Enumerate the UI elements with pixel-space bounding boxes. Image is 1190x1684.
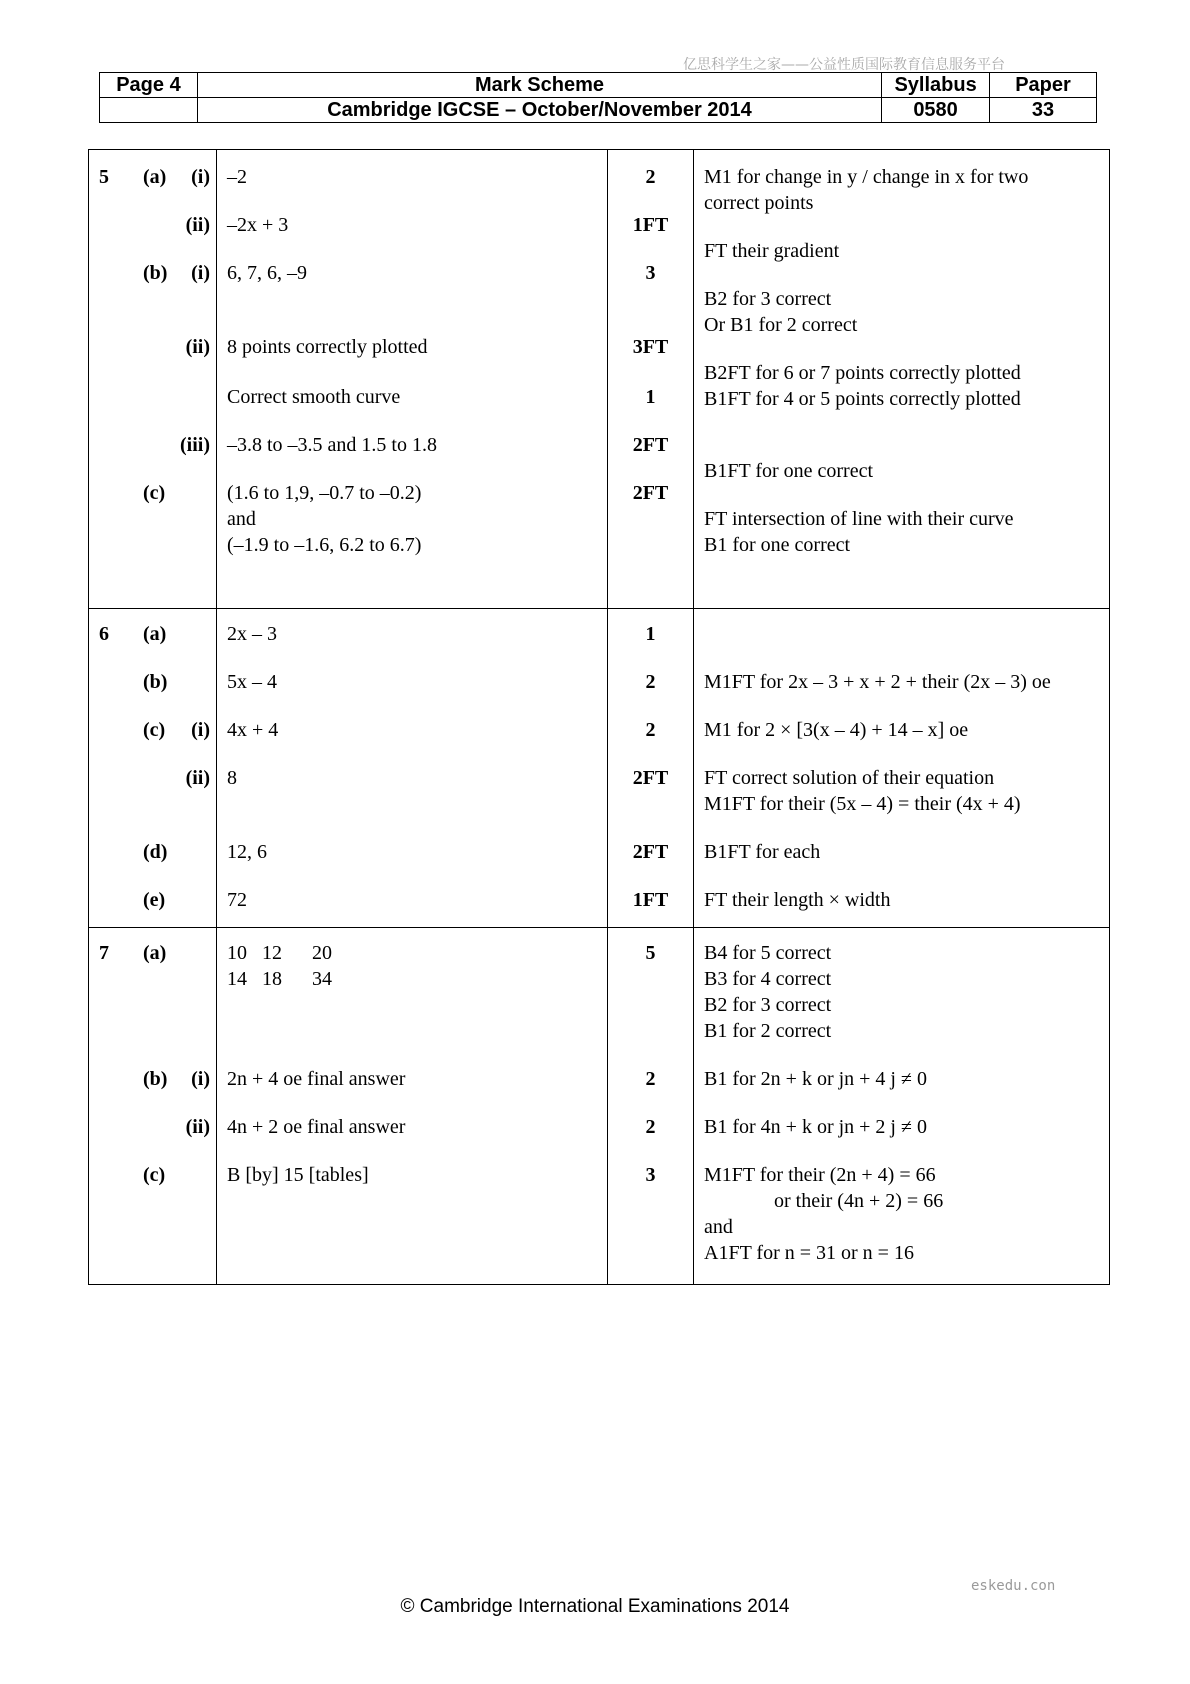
mark-scheme-table xyxy=(88,149,1110,1285)
answer: (–1.9 to –1.6, 6.2 to 6.7) xyxy=(227,534,422,556)
mark: 2 xyxy=(645,719,656,741)
guidance-note: FT intersection of line with their curve xyxy=(704,508,1014,530)
subpart-label: (ii) xyxy=(185,767,210,789)
mark: 3 xyxy=(645,1164,656,1186)
part-label: (b) xyxy=(143,1068,168,1090)
part-label: (c) xyxy=(143,719,166,741)
part-label: (d) xyxy=(143,841,168,863)
part-label: (a) xyxy=(143,942,167,964)
question-6-row xyxy=(89,609,1110,928)
syllabus-label: Syllabus xyxy=(882,73,990,98)
guidance-note: M1FT for their (5x – 4) = their (4x + 4) xyxy=(704,793,1021,815)
paper-number: 33 xyxy=(990,98,1097,123)
guidance-note: B4 for 5 correct xyxy=(704,942,832,964)
guidance-note: B1 for 2 correct xyxy=(704,1020,832,1042)
answer: (1.6 to 1,9, –0.7 to –0.2) xyxy=(227,482,422,504)
watermark-text: 亿思科学生之家——公益性质国际教育信息服务平台 xyxy=(683,57,1005,73)
mark: 5 xyxy=(645,942,656,964)
mark: 2 xyxy=(645,166,656,188)
mark: 1FT xyxy=(632,889,669,911)
guidance-note: B3 for 4 correct xyxy=(704,968,832,990)
mark: 3 xyxy=(645,262,656,284)
answer: 4x + 4 xyxy=(227,719,279,741)
answer: 8 points correctly plotted xyxy=(227,336,428,358)
answer: Correct smooth curve xyxy=(227,386,401,408)
question-number: 5 xyxy=(99,166,109,188)
guidance-note: Or B1 for 2 correct xyxy=(704,314,858,336)
answer: 2n + 4 oe final answer xyxy=(227,1068,406,1090)
mark: 1 xyxy=(645,386,656,408)
answer: and xyxy=(227,508,256,530)
mark: 2FT xyxy=(632,482,669,504)
mark: 2FT xyxy=(632,767,669,789)
paper-label: Paper xyxy=(990,73,1097,98)
answer: –3.8 to –3.5 and 1.5 to 1.8 xyxy=(227,434,437,456)
document-title: Mark Scheme xyxy=(197,73,881,98)
part-label: (a) xyxy=(143,166,167,188)
table-values-row: 10 12 20 xyxy=(227,942,332,964)
part-label: (a) xyxy=(143,623,167,645)
guidance-note: M1 for 2 × [3(x – 4) + 14 – x] oe xyxy=(704,719,969,741)
mark: 3FT xyxy=(632,336,669,358)
guidance-note: B1FT for each xyxy=(704,841,821,863)
site-watermark: eskedu.con xyxy=(971,1578,1056,1594)
mark: 2FT xyxy=(632,434,669,456)
guidance-note: M1 for change in y / change in x for two xyxy=(704,166,1029,188)
question-5-row xyxy=(89,150,1110,609)
mark: 2 xyxy=(645,1116,656,1138)
guidance-note: and xyxy=(704,1216,733,1238)
page-number: Page 4 xyxy=(100,73,198,98)
header-table xyxy=(99,72,1097,123)
guidance-note: B2FT for 6 or 7 points correctly plotted xyxy=(704,362,1021,384)
subpart-label: (ii) xyxy=(185,214,210,236)
answer: 72 xyxy=(227,889,247,911)
guidance-note: B1 for one correct xyxy=(704,534,851,556)
guidance-note: FT their gradient xyxy=(704,240,840,262)
mark: 2 xyxy=(645,671,656,693)
guidance-note: M1FT for 2x – 3 + x + 2 + their (2x – 3) oe xyxy=(704,671,1051,693)
part-label: (b) xyxy=(143,262,168,284)
answer: 4n + 2 oe final answer xyxy=(227,1116,406,1138)
copyright-footer: © Cambridge International Examinations 2014 xyxy=(400,1596,790,1617)
guidance-note: correct points xyxy=(704,192,814,214)
question-number: 7 xyxy=(99,942,109,964)
syllabus-code: 0580 xyxy=(882,98,990,123)
subpart-label: (i) xyxy=(191,262,210,284)
mark: 2FT xyxy=(632,841,669,863)
part-label: (b) xyxy=(143,671,168,693)
header-blank xyxy=(100,98,198,123)
part-label: (c) xyxy=(143,1164,166,1186)
guidance-note: M1FT for their (2n + 4) = 66 xyxy=(704,1164,936,1186)
part-label: (e) xyxy=(143,889,166,911)
question-number: 6 xyxy=(99,623,109,645)
question-7-row xyxy=(89,928,1110,1285)
answer: 8 xyxy=(227,767,237,789)
mark: 2 xyxy=(645,1068,656,1090)
guidance-note: B2 for 3 correct xyxy=(704,288,832,310)
mark: 1FT xyxy=(632,214,669,236)
document-subtitle: Cambridge IGCSE – October/November 2014 xyxy=(197,98,881,123)
guidance-note: A1FT for n = 31 or n = 16 xyxy=(704,1242,914,1264)
guidance-note: B1FT for 4 or 5 points correctly plotted xyxy=(704,388,1021,410)
guidance-note: B2 for 3 correct xyxy=(704,994,832,1016)
answer: 2x – 3 xyxy=(227,623,277,645)
guidance-note: B1 for 4n + k or jn + 2 j ≠ 0 xyxy=(704,1116,927,1138)
guidance-note: or their (4n + 2) = 66 xyxy=(774,1190,944,1212)
subpart-label: (i) xyxy=(191,166,210,188)
table-values-row: 14 18 34 xyxy=(227,968,332,990)
mark: 1 xyxy=(645,623,656,645)
guidance-note: B1 for 2n + k or jn + 4 j ≠ 0 xyxy=(704,1068,927,1090)
subpart-label: (ii) xyxy=(185,1116,210,1138)
answer: –2x + 3 xyxy=(227,214,289,236)
guidance-note: B1FT for one correct xyxy=(704,460,874,482)
subpart-label: (iii) xyxy=(180,434,210,456)
subpart-label: (i) xyxy=(191,1068,210,1090)
answer: 12, 6 xyxy=(227,841,267,863)
guidance-note: FT correct solution of their equation xyxy=(704,767,995,789)
guidance-note: FT their length × width xyxy=(704,889,891,911)
answer: 6, 7, 6, –9 xyxy=(227,262,307,284)
part-label: (c) xyxy=(143,482,166,504)
answer: 5x – 4 xyxy=(227,671,277,693)
answer: B [by] 15 [tables] xyxy=(227,1164,369,1186)
answer: –2 xyxy=(227,166,247,188)
subpart-label: (i) xyxy=(191,719,210,741)
subpart-label: (ii) xyxy=(185,336,210,358)
